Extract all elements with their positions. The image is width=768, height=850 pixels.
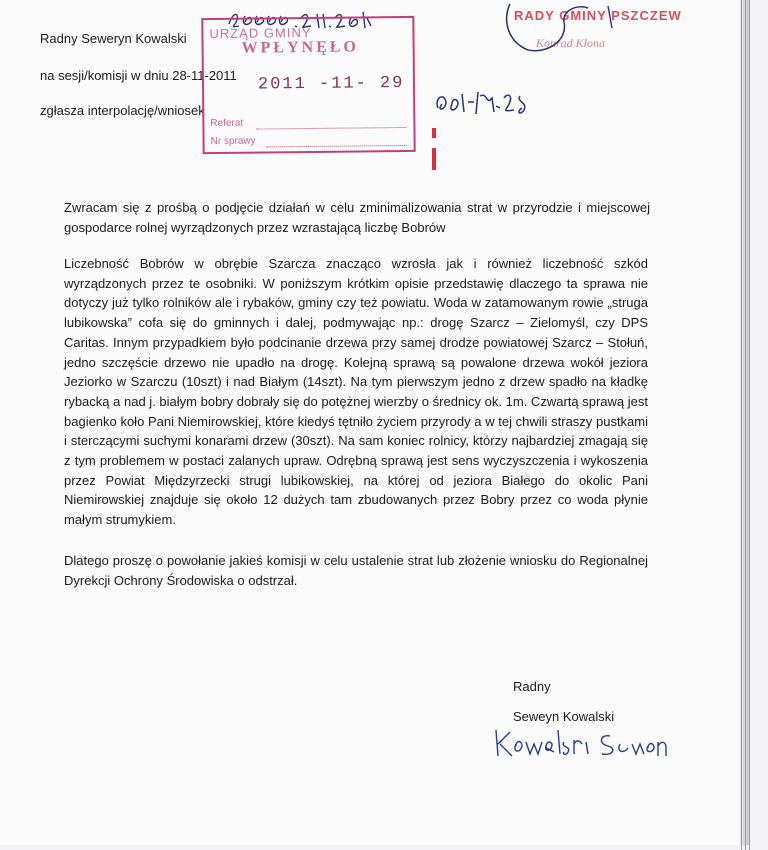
page-edge [745,0,746,850]
header-session-date: na sesji/komisji w dniu 28-11-2011 [40,68,237,83]
handwritten-signature [490,722,690,768]
stamp-dotted-line [256,127,406,130]
intro-paragraph: Zwracam się z prośbą o podjęcie działań w celu zminimalizowania strat w przyrodzie i miejscowej gospodarce rolnej wyrządzonych przez wzrastającą liczbę Bobrów [64,200,650,235]
closing-paragraph: Dlatego proszę o powołanie jakieś komisji w celu ustalenie strat lub złożenie wniosku do Regionalnej Dyrekcji Ochrony Środowiska o odstrzał. [64,553,648,588]
council-stamp-signature: Konrad Kłona [536,36,606,50]
stamp-received: WPŁYNĘŁO [241,38,360,57]
page-edge [741,0,742,850]
header-author: Radny Seweryn Kowalski [40,31,187,46]
stamp-office: URZĄD GMINY [209,24,312,42]
main-paragraph: Liczebność Bobrów w obrębie Szarcza znacząco wzrosła jak i również liczebność szkód wyrządzonych przez te osobniki. W poniższym krótkim opisie przedstawię dlaczego ta sprawa nie dotyczy już tylko rolników ale i rybaków, gminy czy też powiatu. Woda w zatamowanym rowie „struga lubikowska” cofa się do gminnych i dalej, podmywając np.: drogę Szarcz – Zielomyśl, czy DPS Caritas. Innym przypadkiem było podcinanie drzewa przy samej drodze powiatowej Szarcz – Stołuń, jedno szczęście drzewo nie upadło na drogę. Kolejną sprawą są powalone drzewa wokół jeziora Jeziorko w Szarczu (10szt) i nad Białym (14szt). Na tym pierwszym jedno z drzew spadło na kładkę rybacką a nad j. białym bobry dobrały się do potężnej wierzby o średnicy ok. 1m. Czwartą sprawą jest bagienko koło Pani Niemirowskiej, które kiedyś tętniło życiem przyrody a w tej chwili straszy pustkami i sterczącymi suchymi konarami drzew (30szt). Na sam koniec rolnicy, którzy najbardziej zmagają się z tym problemem w postaci zalanych upraw. Odrębną sprawą jest sens wyczyszczenia i wykoszenia przez Powiat Międzyrzecki strugi lubikowskiej, na której od jeziora Białego do okolic Pani Niemirowskiej znajduje się około 12 dużych tam zbudowanych przez Bobry przez co woda płynie małym strumykiem. [64,256,648,528]
council-stamp [498,0,698,60]
handwritten-date [432,84,542,120]
header-request-type: zgłasza interpolację/wniosek [40,103,205,118]
stamp-scribble [498,0,698,60]
received-stamp [201,16,415,154]
signature-name: Seweyn Kowalski [513,709,615,724]
stamp-case-label: Nr sprawy [210,135,256,148]
stamp-referat-label: Referat [210,117,244,130]
red-mark [432,128,436,138]
stamp-dotted-line [267,145,407,147]
signature-title: Radny [513,679,551,694]
council-stamp-text: RADY GMINY PSZCZEW [514,8,682,23]
stamp-date: 2011 -11- 29 [257,73,405,95]
page-edge [749,0,750,850]
red-mark [432,148,436,170]
